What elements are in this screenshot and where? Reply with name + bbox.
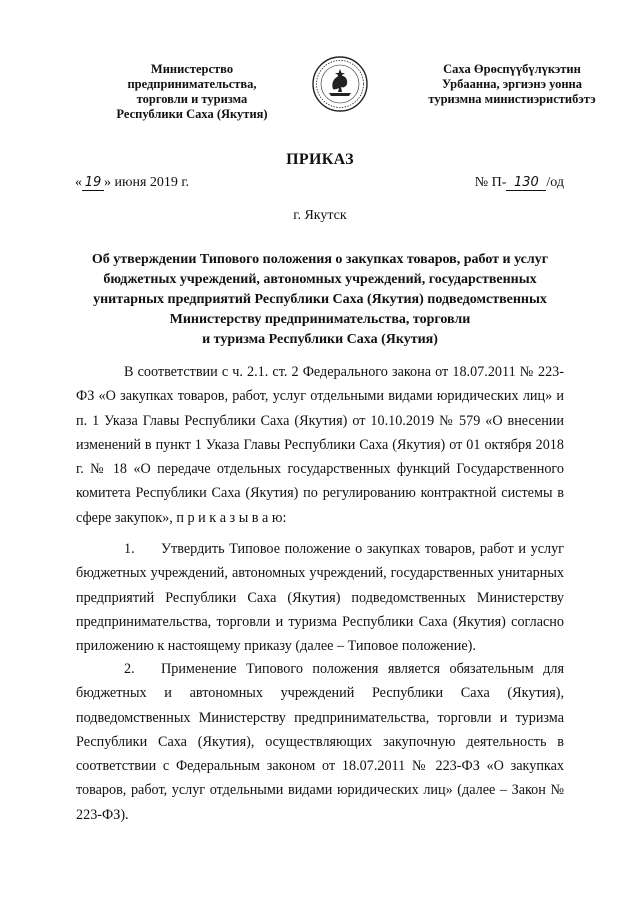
ministry-name-ru-line: торговли и туризма [136,92,248,106]
subject-line: и туризма Республики Саха (Якутия) [202,332,438,347]
item-1-text: Утвердить Типовое положение о закупках товаров, работ и услуг бюджетных учреждений, автономных учреждений, государственных унитарных предприятий Республики Саха (Якутия) подведомственных Министерству предпринимательства, торговли и туризма Республики Саха (Якутия) согласно приложению к настоящему приказу (далее – Типовое положение). [76,541,564,655]
date-prefix: « [75,175,82,190]
item-2-text: Применение Типового положения является обязательным для бюджетных и автономных учреждений Республики Саха (Якутия), подведомственных Министерству предпринимательства, торговли и туризма Республики Саха (Якутия), осуществляющих закупочную деятельность в соответствии с Федеральным законом от 18.07.2011 № 223-ФЗ «О закупках товаров, работ, услуг отдельными видами юридических лиц» (далее – Закон № 223-ФЗ). [76,661,564,823]
order-subject [76,250,564,350]
ministry-name-ru-line: предпринимательства, [127,77,257,91]
subject-line: унитарных предприятий Республики Саха (Якутия) подведомственных [93,292,547,307]
ministry-name-sakha-line: Урбаанна, эргиэнэ уонна [442,77,582,91]
item-1-paragraph [76,537,564,658]
document-title: ПРИКАЗ [286,151,354,168]
order-number [475,175,564,191]
preamble-paragraph: В соответствии с ч. 2.1. ст. 2 Федерального закона от 18.07.2011 № 223-ФЗ «О закупках товаров, работ, услуг отдельными видами юридических лиц» и п. 1 Указа Главы Республики Саха (Якутия) от 10.10.2019 № 579 «О внесении изменений в пункт 1 Указа Главы Республики Саха (Якутия) от 01 октября 2018 г. № 18 «О передаче отдельных государственных функций Государственного комитета Республики Саха (Якутия) по регулированию контрактной системы в сфере закупок», п р и к а з ы в а ю: [76,364,564,526]
city: г. Якутск [293,208,347,223]
date-day-handwritten: 19 [82,175,104,191]
number-prefix: № П- [474,175,507,190]
order-date [75,175,189,191]
ministry-name-ru-line: Министерство [150,62,234,76]
item-1-number: 1. [124,541,135,557]
item-2-paragraph [76,657,564,827]
ministry-name-sakha [414,62,610,107]
subject-line: Об утверждении Типового положения о закупках товаров, работ и услуг [91,252,549,267]
ministry-name-sakha-line: Саха Өрөспүүбүлүкэтин [443,62,581,76]
ministry-name-sakha-line: туризмна министиэристибэтэ [428,92,596,106]
ministry-name-ru-line: Республики Саха (Якутия) [116,107,268,121]
date-suffix: » июня 2019 г. [104,175,190,190]
ministry-name-ru [96,62,288,122]
republic-emblem-icon [311,55,369,113]
subject-line: Министерству предпринимательства, торговли [169,312,471,327]
number-suffix: /од [546,175,564,190]
item-2-number: 2. [124,661,135,677]
subject-line: бюджетных учреждений, автономных учреждений, государственных [103,272,537,287]
number-value-handwritten: 130 [506,175,546,191]
